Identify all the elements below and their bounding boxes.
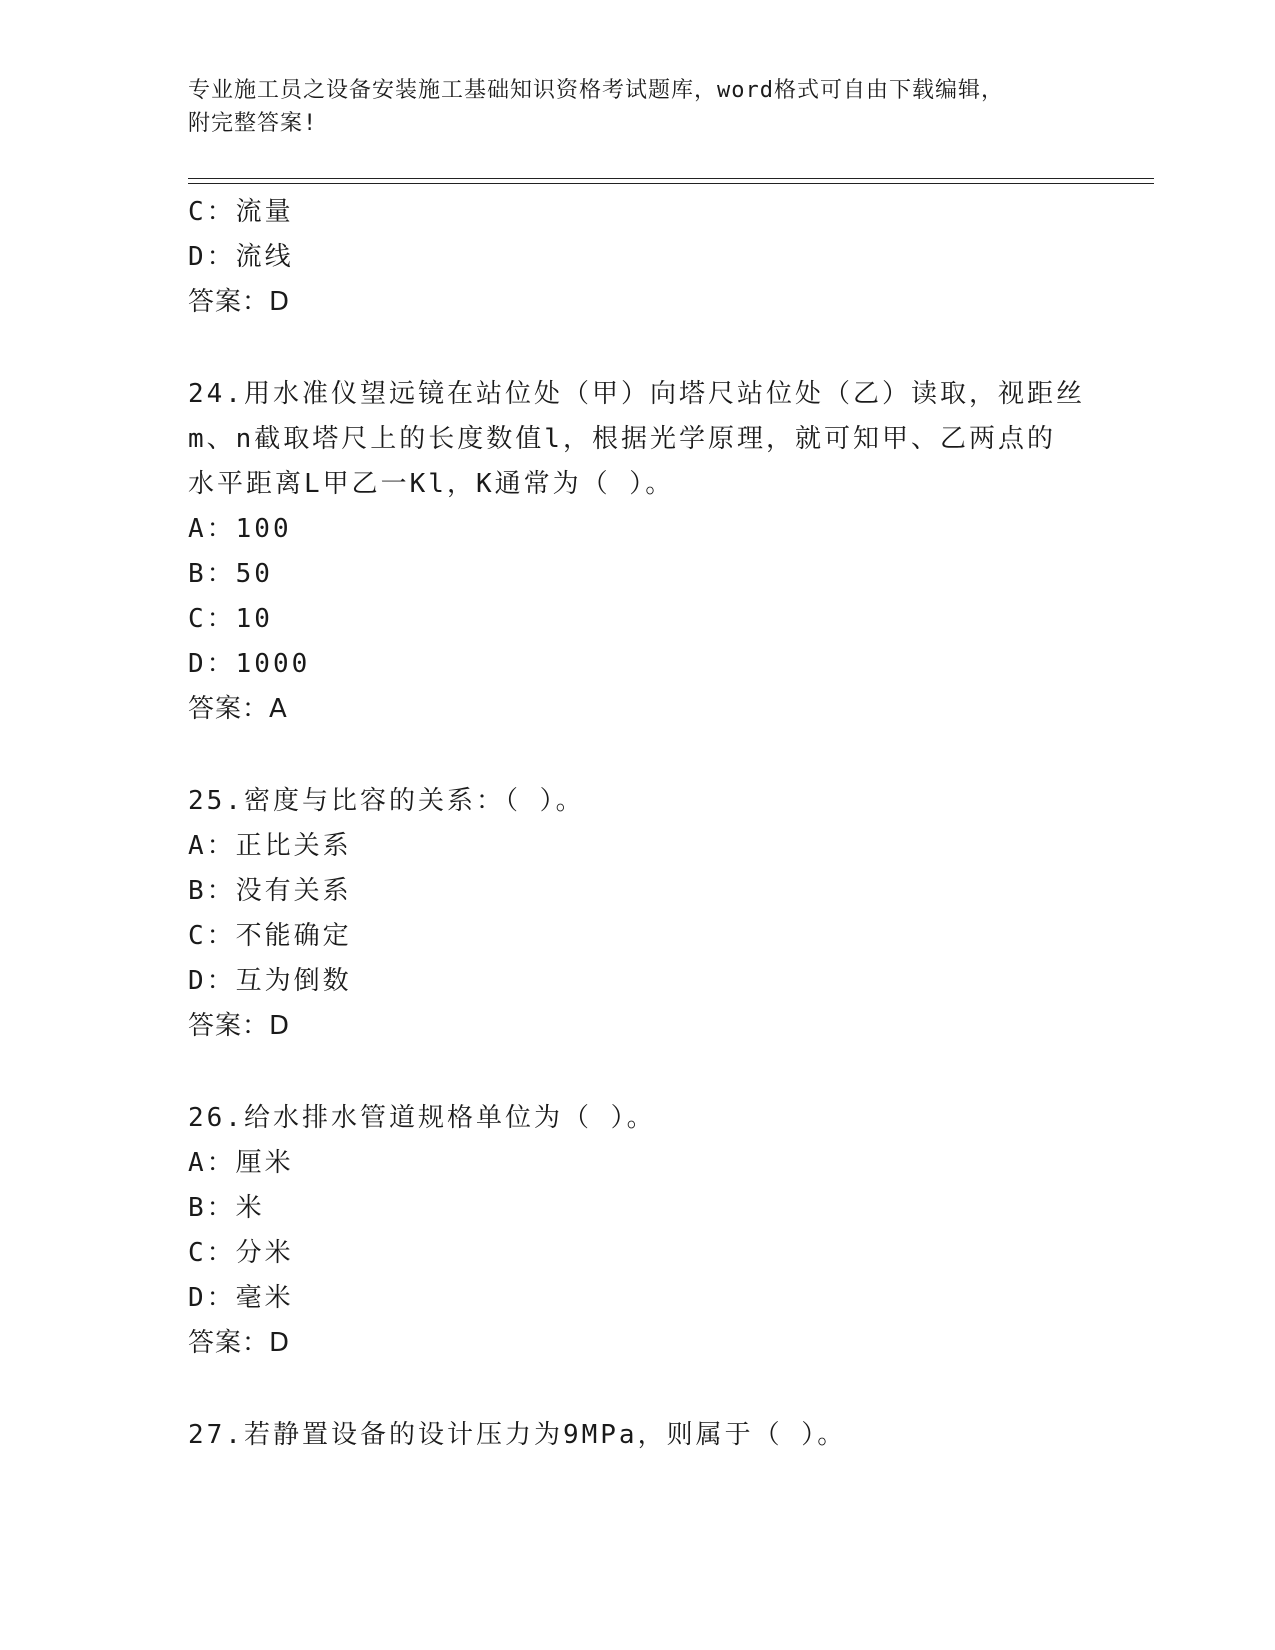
question-text-line: 24.用水准仪望远镜在站位处（甲）向塔尺站位处（乙）读取，视距丝: [188, 379, 1085, 409]
option-d: D：1000: [188, 649, 311, 679]
option-d: D：互为倒数: [188, 966, 352, 996]
option-c: C：10: [188, 604, 273, 634]
header-divider-top: [188, 178, 1154, 179]
answer-line: 答案：D: [188, 287, 291, 317]
question-text-line: m、n截取塔尺上的长度数值l，根据光学原理，就可知甲、乙两点的: [188, 424, 1056, 454]
option-b: B：50: [188, 559, 273, 589]
question-text-line: 水平距离L甲乙一Kl，K通常为（ ）。: [188, 469, 675, 499]
option-d: D：流线: [188, 242, 294, 272]
option-c: C：分米: [188, 1238, 294, 1268]
header-line-2: 附完整答案!: [188, 111, 318, 136]
option-b: B：米: [188, 1193, 265, 1223]
question-content: [188, 190, 1088, 1458]
option-a: A：100: [188, 514, 292, 544]
option-a: A：正比关系: [188, 831, 352, 861]
question-text-line: 27.若静置设备的设计压力为9MPa，则属于（ ）。: [188, 1420, 847, 1450]
page-header: [188, 74, 1088, 140]
option-c: C：流量: [188, 197, 294, 227]
option-d: D：毫米: [188, 1283, 294, 1313]
option-c: C：不能确定: [188, 921, 352, 951]
question-25: [188, 779, 1088, 1049]
question-text-line: 25.密度与比容的关系：（ ）。: [188, 786, 585, 816]
option-a: A：厘米: [188, 1148, 294, 1178]
answer-line: 答案：D: [188, 1328, 291, 1358]
question-24: [188, 372, 1088, 732]
header-divider-bottom: [188, 183, 1154, 184]
question-27: [188, 1413, 1088, 1458]
question-text-line: 26.给水排水管道规格单位为（ ）。: [188, 1103, 656, 1133]
question-26: [188, 1096, 1088, 1366]
option-b: B：没有关系: [188, 876, 352, 906]
answer-line: 答案：A: [188, 694, 288, 724]
header-line-1: 专业施工员之设备安装施工基础知识资格考试题库，word格式可自由下载编辑，: [188, 78, 1004, 103]
continued-question: [188, 190, 1088, 325]
answer-line: 答案：D: [188, 1011, 291, 1041]
